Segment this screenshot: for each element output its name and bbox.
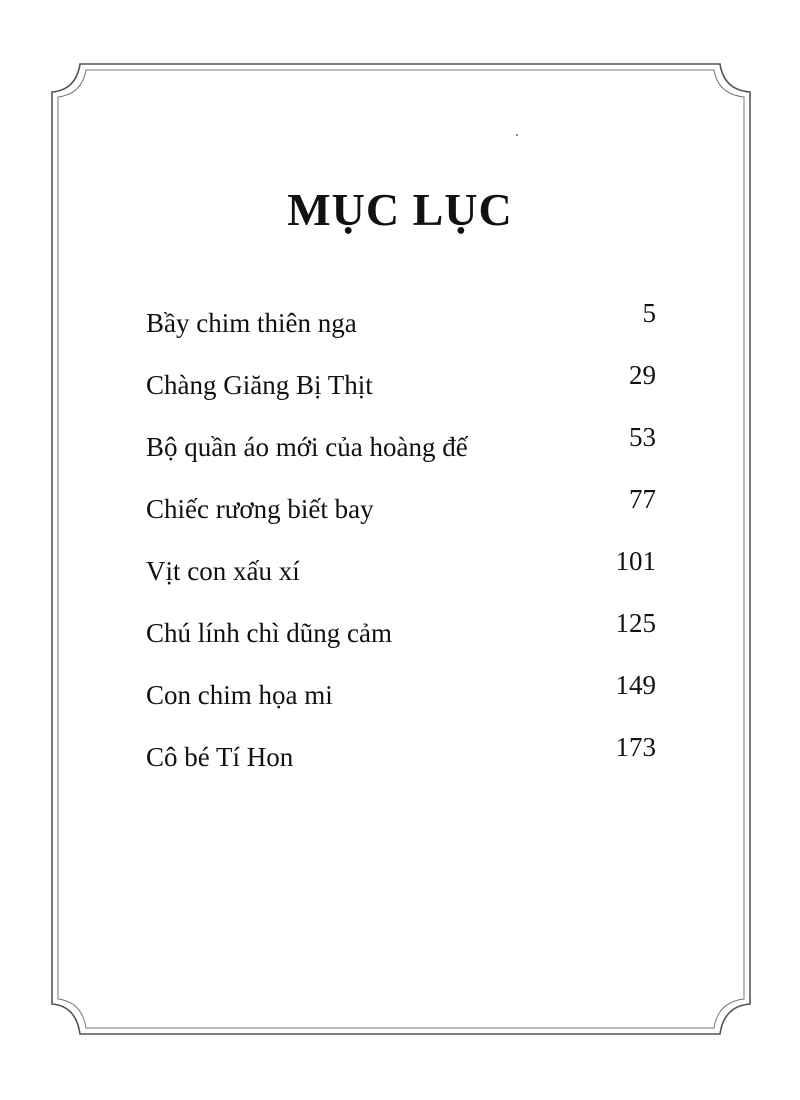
toc-entry-page-number: 53 [629, 422, 656, 452]
toc-entry-page-number: 173 [615, 732, 656, 762]
toc-entry[interactable] [146, 548, 656, 610]
toc-entry-page-number: 125 [615, 608, 656, 638]
toc-entry-title: Chú lính chì dũng cảm [146, 618, 392, 648]
toc-entry-page-number: 29 [629, 360, 656, 390]
toc-entry-title: Chàng Giăng Bị Thịt [146, 370, 373, 400]
table-of-contents [146, 300, 656, 796]
toc-entry-title: Vịt con xấu xí [146, 556, 300, 586]
toc-entry[interactable] [146, 672, 656, 734]
toc-entry-page-number: 149 [615, 670, 656, 700]
toc-entry-page-number: 5 [642, 298, 656, 328]
toc-entry[interactable] [146, 734, 656, 796]
toc-entry[interactable] [146, 486, 656, 548]
toc-entry-title: Bộ quần áo mới của hoàng đế [146, 432, 468, 462]
toc-entry-page-number: 101 [615, 546, 656, 576]
toc-entry-title: Con chim họa mi [146, 680, 333, 710]
toc-entry-title: Chiếc rương biết bay [146, 494, 374, 524]
print-speck [516, 134, 518, 136]
page-title: MỤC LỤC [287, 183, 513, 235]
toc-entry-title: Cô bé Tí Hon [146, 742, 294, 772]
toc-entry[interactable] [146, 300, 656, 362]
toc-entry-title: Bầy chim thiên nga [146, 308, 357, 338]
toc-entry-page-number: 77 [629, 484, 656, 514]
toc-entry[interactable] [146, 424, 656, 486]
toc-entry[interactable] [146, 610, 656, 672]
toc-entry[interactable] [146, 362, 656, 424]
